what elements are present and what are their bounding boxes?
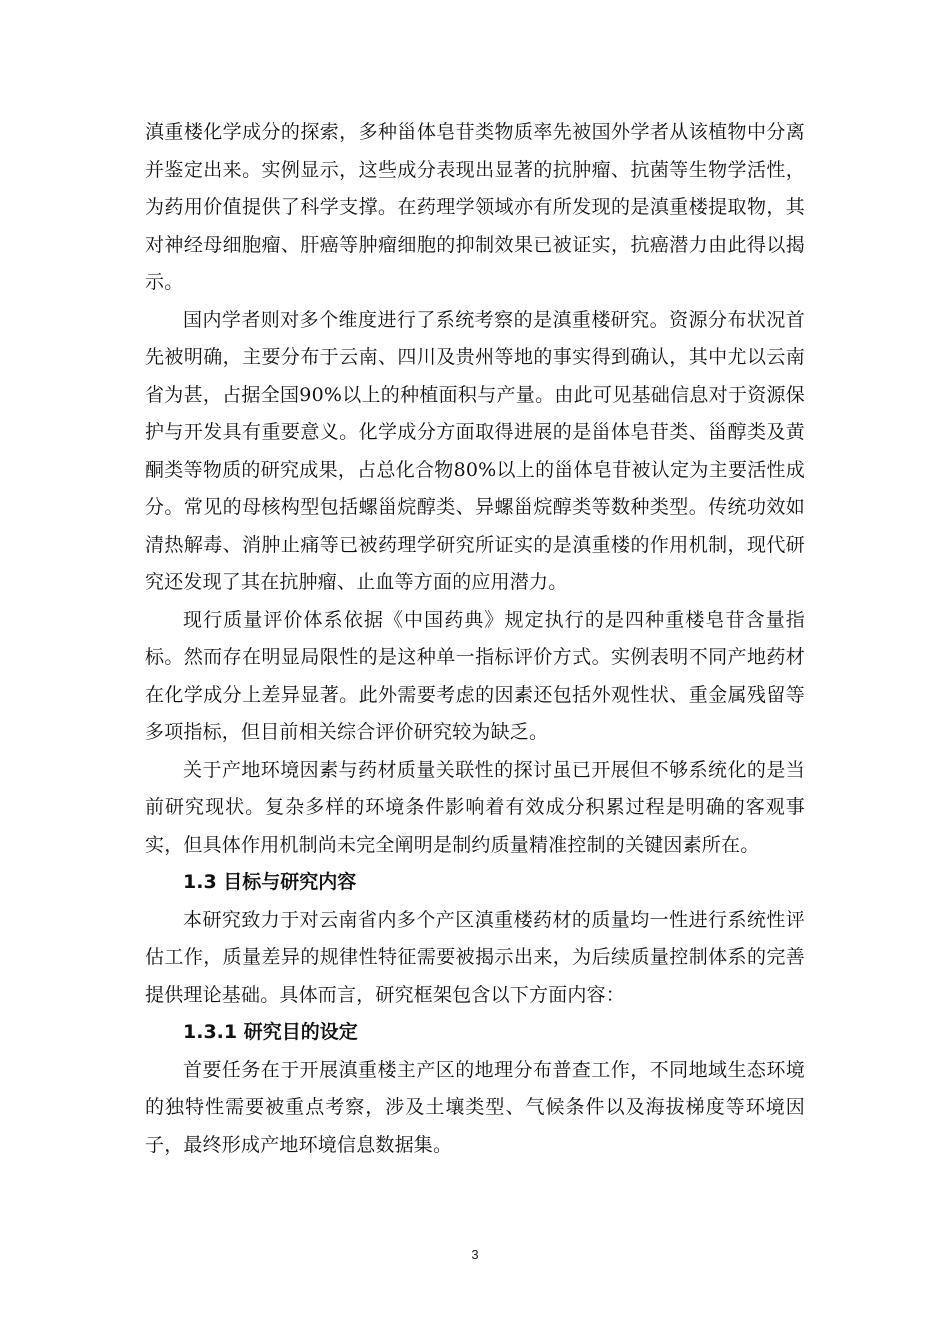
paragraph-continued: 滇重楼化学成分的探索，多种甾体皂苷类物质率先被国外学者从该植物中分离并鉴定出来。实例显示，这些成分表现出显著的抗肿瘤、抗菌等生物学活性，为药用价值提供了科学支撑。在药理学领域亦有所发现的是滇重楼提取物，其对神经母细胞瘤、肝癌等肿瘤细胞的抑制效果已被证实，抗癌潜力由此得以揭示。 (145, 121, 805, 293)
paragraph-domestic-research: 国内学者则对多个维度进行了系统考察的是滇重楼研究。资源分布状况首先被明确，主要分布于云南、四川及贵州等地的事实得到确认，其中尤以云南省为甚，占据全国90%以上的种植面积与产量。由此可见基础信息对于资源保护与开发具有重要意义。化学成分方面取得进展的是甾体皂苷类、甾醇类及黄酮类等物质的研究成果，占总化合物80%以上的甾体皂苷被认定为主要活性成分。常见的母核构型包括螺甾烷醇类、异螺甾烷醇类等数种类型。传统功效如清热解毒、消肿止痛等已被药理学研究所证实的是滇重楼的作用机制，现代研究还发现了其在抗肿瘤、止血等方面的应用潜力。 (145, 308, 805, 593)
paragraph-quality-evaluation: 现行质量评价体系依据《中国药典》规定执行的是四种重楼皂苷含量指标。然而存在明显局限性的是这种单一指标评价方式。实例表明不同产地药材在化学成分上差异显著。此外需要考虑的因素还包括外观性状、重金属残留等多项指标，但目前相关综合评价研究较为缺乏。 (145, 608, 805, 743)
subsection-heading: 1.3.1 研究目的设定 (183, 1021, 358, 1043)
paragraph-research-purpose: 首要任务在于开展滇重楼主产区的地理分布普查工作，不同地域生态环境的独特性需要被重点考察，涉及土壤类型、气候条件以及海拔梯度等环境因子，最终形成产地环境信息数据集。 (145, 1058, 805, 1156)
page-body (145, 114, 805, 1164)
section-heading: 1.3 目标与研究内容 (183, 871, 357, 893)
page-number: 3 (471, 1247, 479, 1262)
paragraph-environment-factors: 关于产地环境因素与药材质量关联性的探讨虽已开展但不够系统化的是当前研究现状。复杂多样的环境条件影响着有效成分积累过程是明确的客观事实，但具体作用机制尚未完全阐明是制约质量精准控制的关键因素所在。 (145, 758, 805, 856)
paragraph-research-goal: 本研究致力于对云南省内多个产区滇重楼药材的质量均一性进行系统性评估工作，质量差异的规律性特征需要被揭示出来，为后续质量控制体系的完善提供理论基础。具体而言，研究框架包含以下方面内容： (145, 908, 805, 1006)
